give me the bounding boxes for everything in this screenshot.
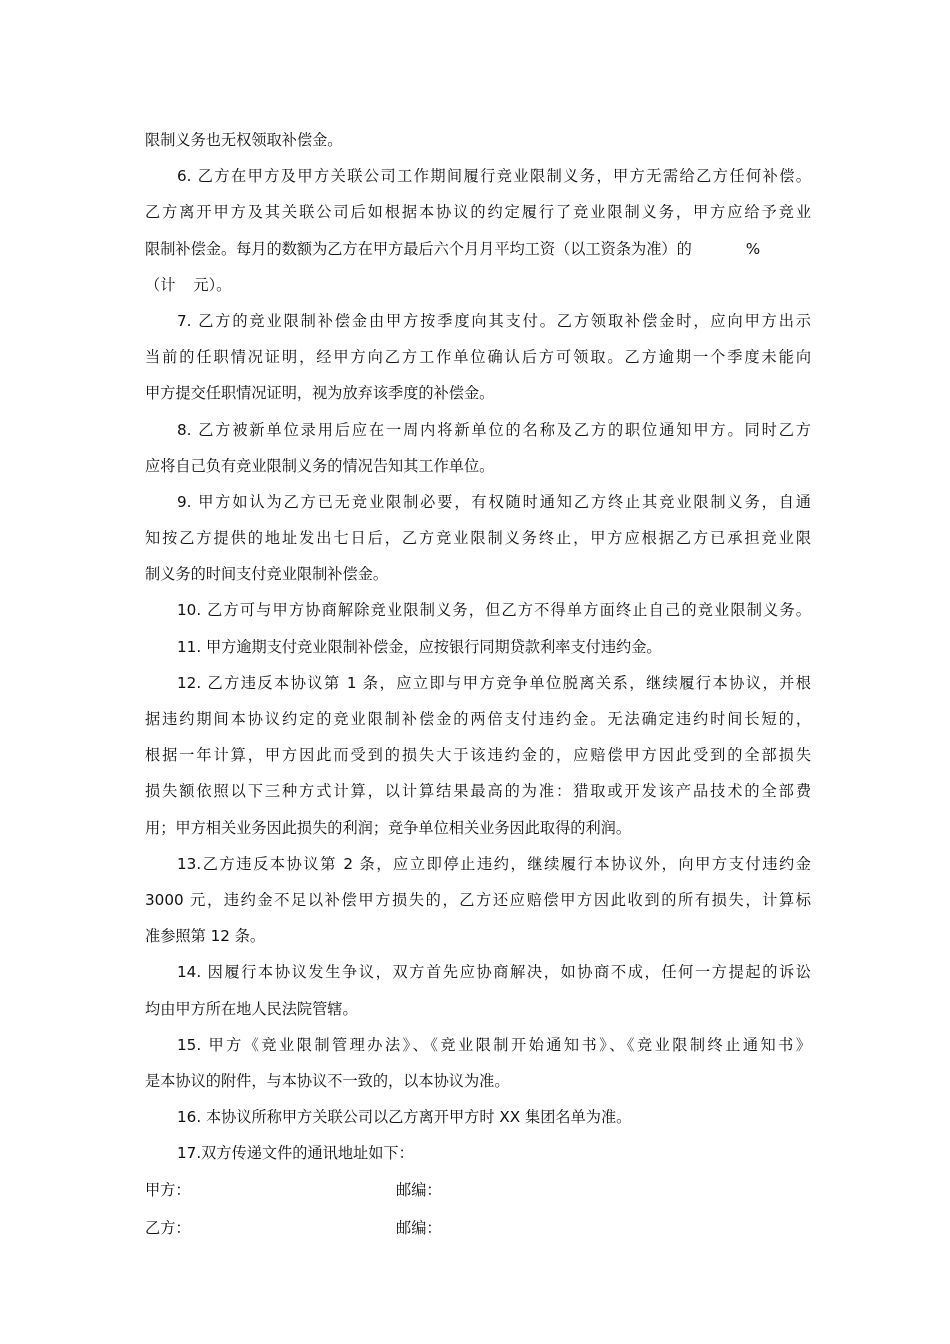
paragraph-line: 用；甲方相关业务因此损失的利润；竞争单位相关业务因此取得的利润。 <box>145 818 631 837</box>
paragraph-line: 甲方提交任职情况证明，视为放弃该季度的补偿金。 <box>145 384 495 403</box>
clause-14-line: 14. 因履行本协议发生争议，双方首先应协商解决，如协商不成，任何一方提起的诉讼 <box>177 963 811 982</box>
document-body <box>145 122 811 1247</box>
paragraph-line: 制义务的时间支付竞业限制补偿金。 <box>145 565 388 584</box>
line-text: 元）。 <box>193 275 232 294</box>
clause-17-line: 17.双方传递文件的通讯地址如下： <box>177 1144 414 1163</box>
line-text: 限制补偿金。每月的数额为乙方在甲方最后六个月月平均工资（以工资条为准）的 <box>145 239 692 258</box>
paragraph-line: 3000 元，违约金不足以补偿甲方损失的，乙方还应赔偿甲方因此收到的所有损失，计算标 <box>145 890 811 909</box>
clause-16-line: 16. 本协议所称甲方关联公司以乙方离开甲方时 XX 集团名单为准。 <box>177 1108 632 1127</box>
paragraph-line: 据违约期间本协议约定的竞业限制补偿金的两倍支付违约金。无法确定违约时间长短的， <box>145 710 811 728</box>
paragraph-line: 根据一年计算，甲方因此而受到的损失大于该违约金的，应赔偿甲方因此受到的全部损失 <box>145 746 811 765</box>
paragraph-line: 均由甲方所在地人民法院管辖。 <box>145 999 358 1018</box>
clause-15-line: 15. 甲方《竞业限制管理办法》、《竞业限制开始通知书》、《竞业限制终止通知书》 <box>177 1035 811 1054</box>
clause-10-line: 10. 乙方可与甲方协商解除竞业限制义务，但乙方不得单方面终止自己的竞业限制义务。 <box>177 601 811 620</box>
paragraph-line-with-blank <box>145 267 811 303</box>
party-b-zip-label: 邮编： <box>396 1219 442 1238</box>
paragraph-line: 准参照第 12 条。 <box>145 927 266 946</box>
paragraph-line: 是本协议的附件，与本协议不一致的，以本协议为准。 <box>145 1071 510 1090</box>
clause-11-line: 11. 甲方逾期支付竞业限制补偿金，应按银行同期贷款利率支付违约金。 <box>177 637 662 656</box>
address-row-party-a <box>145 1171 811 1209</box>
paragraph-line: 损失额依照以下三种方式计算，以计算结果最高的为准：猎取或开发该产品技术的全部费 <box>145 782 811 801</box>
clause-7-line: 7. 乙方的竞业限制补偿金由甲方按季度向其支付。乙方领取补偿金时，应向甲方出示 <box>177 311 811 330</box>
clause-12-line: 12. 乙方违反本协议第 1 条，应立即与甲方竞争单位脱离关系，继续履行本协议，并根 <box>177 673 811 692</box>
party-a-zip-label: 邮编： <box>396 1181 442 1200</box>
clause-6-line: 6. 乙方在甲方及甲方关联公司工作期间履行竞业限制义务，甲方无需给乙方任何补偿。 <box>177 167 811 186</box>
clause-9-line: 9. 甲方如认为乙方已无竞业限制必要，有权随时通知乙方终止其竞业限制义务，自通 <box>177 492 811 511</box>
paragraph-line: 当前的任职情况证明，经甲方向乙方工作单位确认后方可领取。乙方逾期一个季度未能向 <box>145 348 811 367</box>
paragraph-line-with-blank <box>145 231 811 267</box>
paragraph-line: 知按乙方提供的地址发出七日后，乙方竞业限制义务终止，甲方应根据乙方已承担竞业限 <box>145 529 811 548</box>
party-a-label: 甲方： <box>145 1181 191 1200</box>
paragraph-line: 限制义务也无权领取补偿金。 <box>145 131 343 149</box>
address-row-party-b <box>145 1209 811 1247</box>
party-b-label: 乙方： <box>145 1219 191 1238</box>
line-text: （计 <box>145 275 176 294</box>
clause-13-line: 13.乙方违反本协议第 2 条，应立即停止违约，继续履行本协议外，向甲方支付违约金 <box>177 854 811 873</box>
paragraph-line: 应将自己负有竞业限制义务的情况告知其工作单位。 <box>145 456 495 475</box>
percent-sign: % <box>745 239 761 258</box>
paragraph-line: 乙方离开甲方及其关联公司后如根据本协议的约定履行了竞业限制义务，甲方应给予竞业 <box>145 203 811 222</box>
clause-8-line: 8. 乙方被新单位录用后应在一周内将新单位的名称及乙方的职位通知甲方。同时乙方 <box>177 420 811 439</box>
